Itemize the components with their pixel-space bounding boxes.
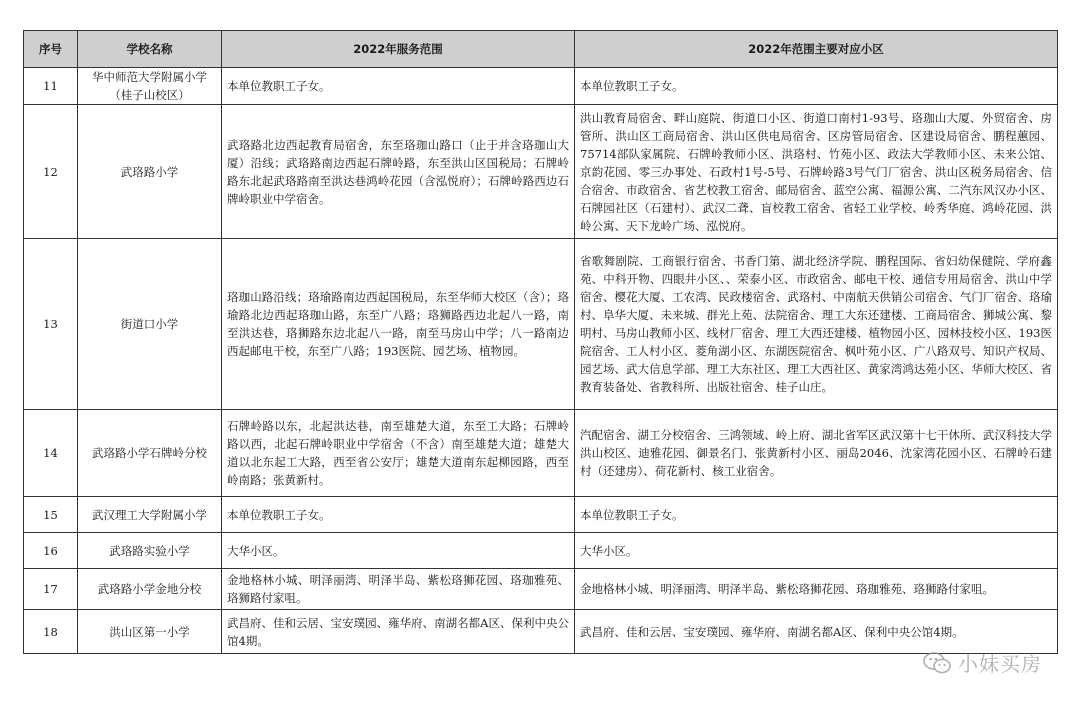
service-scope: 珞珈山路沿线；珞瑜路南边西起国税局，东至华师大校区（含）；珞瑜路北边西起珞珈山路，东至广八路；珞狮路西边北起八一路，南至洪达巷，珞狮路东边北起八一路，南至马房山中学；八一路南边西起邮电干校，东至广八路；193医院、园艺场、植物园。 (222, 239, 575, 410)
row-number: 15 (24, 497, 78, 533)
table-row (24, 239, 1058, 410)
school-name: 洪山区第一小学 (78, 610, 222, 654)
row-number: 11 (24, 68, 78, 105)
communities: 省歌舞剧院、工商银行宿舍、书香门第、湖北经济学院、鹏程国际、省妇幼保健院、学府鑫苑、中科开物、四眼井小区、、荣泰小区、市政宿舍、邮电干校、通信专用局宿舍、洪山中学宿舍、樱花大厦、工农湾、民政楼宿舍、武珞村、中南航天供销公司宿舍、气门厂宿舍、珞瑜村、阜华大厦、未来城、群光上苑、法院宿舍、理工大东还建楼、工商局宿舍、狮城公寓、黎明村、马房山教师小区、线材厂宿舍、理工大西还建楼、植物园小区、园林技校小区、193医院宿舍、工人村小区、菱角湖小区、东湖医院宿舍、枫叶苑小区、广八路双号、知识产权局、园艺场、武大信息学部、理工大东社区、理工大西社区、黄家湾鸿达苑小区、华师大校区、省教育装备处、省教科所、出版社宿舍、桂子山庄。 (575, 239, 1058, 410)
header-communities: 2022年范围主要对应小区 (575, 31, 1058, 68)
row-number: 17 (24, 569, 78, 610)
school-name: 武珞路小学 (78, 105, 222, 239)
row-number: 16 (24, 533, 78, 569)
table-row (24, 610, 1058, 654)
school-name: 街道口小学 (78, 239, 222, 410)
school-name: 华中师范大学附属小学（桂子山校区） (78, 68, 222, 105)
table-header-row (24, 31, 1058, 68)
service-scope: 本单位教职工子女。 (222, 497, 575, 533)
row-number: 13 (24, 239, 78, 410)
communities: 本单位教职工子女。 (575, 68, 1058, 105)
communities: 金地格林小城、明泽丽湾、明泽半岛、紫松珞狮花园、珞珈雅苑、珞狮路付家咀。 (575, 569, 1058, 610)
table-row (24, 497, 1058, 533)
header-school-name: 学校名称 (78, 31, 222, 68)
table-row (24, 569, 1058, 610)
communities: 本单位教职工子女。 (575, 497, 1058, 533)
service-scope: 武珞路北边西起教育局宿舍，东至珞珈山路口（止于并含珞珈山大厦）沿线；武珞路南边西起石牌岭路，东至洪山区国税局；石牌岭路东北起武珞路南至洪达巷鸿岭花园（含泓悦府）；石牌岭路西边石牌岭职业中学宿舍。 (222, 105, 575, 239)
table-row (24, 533, 1058, 569)
school-name: 武珞路小学石牌岭分校 (78, 410, 222, 497)
table-row (24, 410, 1058, 497)
row-number: 18 (24, 610, 78, 654)
school-name: 武珞路小学金地分校 (78, 569, 222, 610)
header-service-scope: 2022年服务范围 (222, 31, 575, 68)
watermark-text: 小妹买房 (958, 652, 1042, 676)
communities: 汽配宿舍、湖工分校宿舍、三鸿领域、岭上府、湖北省军区武汉第十七干休所、武汉科技大学洪山校区、迪雅花园、御景名门、张黄新村小区、丽岛2046、沈家湾花园小区、石牌岭石建村（还建房）、荷花新村、核工业宿舍。 (575, 410, 1058, 497)
service-scope: 武昌府、佳和云居、宝安璞园、雍华府、南湖名都A区、保利中央公馆4期。 (222, 610, 575, 654)
service-scope: 金地格林小城、明泽丽湾、明泽半岛、紫松珞狮花园、珞珈雅苑、珞狮路付家咀。 (222, 569, 575, 610)
school-name: 武汉理工大学附属小学 (78, 497, 222, 533)
communities: 武昌府、佳和云居、宝安璞园、雍华府、南湖名都A区、保利中央公馆4期。 (575, 610, 1058, 654)
communities: 大华小区。 (575, 533, 1058, 569)
header-number: 序号 (24, 31, 78, 68)
row-number: 14 (24, 410, 78, 497)
row-number: 12 (24, 105, 78, 239)
service-scope: 石牌岭路以东，北起洪达巷，南至雄楚大道，东至工大路；石牌岭路以西，北起石牌岭职业中学宿舍（不含）南至雄楚大道；雄楚大道以北东起工大路，西至省公安厅；雄楚大道南东起柳园路，西至岭南路；张黄新村。 (222, 410, 575, 497)
service-scope: 大华小区。 (222, 533, 575, 569)
service-scope: 本单位教职工子女。 (222, 68, 575, 105)
table-row (24, 105, 1058, 239)
school-name: 武珞路实验小学 (78, 533, 222, 569)
communities: 洪山教育局宿舍、畔山庭院、街道口小区、街道口南村1-93号、珞珈山大厦、外贸宿舍、房管所、洪山区工商局宿舍、洪山区供电局宿舍、区房管局宿舍、区建设局宿舍、鹏程蕙园、75714部队家属院、石牌岭教师小区、洪珞村、竹苑小区、政法大学教师小区、未来公馆、京韵花园、零三办事处、石政村1号-5号、石牌岭路3号气门厂宿舍、洪山区税务局宿舍、信合宿舍、市政宿舍、省艺校教工宿舍、邮局宿舍、蓝空公寓、福源公寓、二汽东风汉办小区、石牌园社区（石建村）、武汉二聋、盲校教工宿舍、省轻工业学校、岭秀华庭、鸿岭花园、洪岭公寓、天下龙岭广场、泓悦府。 (575, 105, 1058, 239)
school-district-table (23, 30, 1058, 654)
table-row (24, 68, 1058, 105)
